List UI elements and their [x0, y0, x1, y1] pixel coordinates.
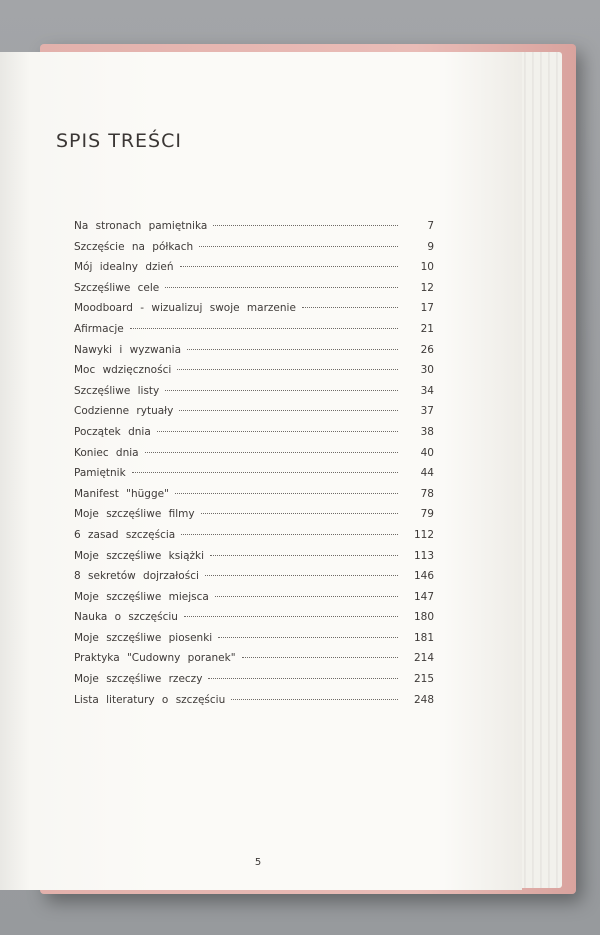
toc-title: SPIS TREŚCI — [56, 130, 182, 152]
toc-entry-label: Moje szczęśliwe książki — [74, 549, 205, 562]
toc-entry-label: 6 zasad szczęścia — [74, 528, 176, 541]
toc-entry-page: 146 — [413, 570, 434, 583]
toc-list — [74, 220, 434, 714]
toc-dot-leader — [130, 328, 398, 329]
toc-entry — [74, 405, 434, 426]
toc-dot-leader — [210, 555, 398, 556]
toc-entry-label: Koniec dnia — [74, 446, 139, 459]
toc-entry-page: 181 — [413, 631, 434, 644]
toc-entry-label: Moje szczęśliwe miejsca — [74, 590, 209, 603]
toc-entry-page: 12 — [420, 281, 434, 294]
toc-dot-leader — [201, 513, 398, 514]
toc-entry — [74, 282, 434, 303]
toc-dot-leader — [181, 534, 398, 535]
toc-entry — [74, 488, 434, 509]
toc-entry-label: Początek dnia — [74, 425, 151, 438]
toc-dot-leader — [187, 349, 398, 350]
toc-entry-page: 9 — [427, 240, 434, 253]
toc-entry-label: Szczęśliwe listy — [74, 384, 160, 397]
toc-entry-label: Moje szczęśliwe filmy — [74, 508, 195, 521]
toc-entry-label: Pamiętnik — [74, 467, 126, 480]
toc-entry-label: Lista literatury o szczęściu — [74, 693, 226, 706]
toc-entry-label: Szczęście na półkach — [74, 240, 194, 253]
toc-entry-page: 215 — [413, 673, 434, 686]
toc-entry-page: 214 — [413, 652, 434, 665]
toc-entry-page: 40 — [420, 446, 434, 459]
toc-entry — [74, 529, 434, 550]
toc-entry-page: 112 — [413, 528, 434, 541]
toc-dot-leader — [215, 596, 398, 597]
toc-dot-leader — [175, 493, 398, 494]
toc-entry-label: Moje szczęśliwe piosenki — [74, 631, 213, 644]
toc-entry-page: 147 — [413, 590, 434, 603]
toc-entry-page: 7 — [427, 220, 434, 232]
toc-dot-leader — [208, 678, 398, 679]
toc-entry-label: 8 sekretów dojrzałości — [74, 570, 199, 583]
toc-entry-label: Moc wdzięczności — [74, 364, 172, 377]
toc-entry-page: 17 — [420, 302, 434, 315]
toc-entry-page: 37 — [420, 405, 434, 418]
toc-dot-leader — [145, 452, 398, 453]
toc-dot-leader — [205, 575, 398, 576]
page-gutter-shadow — [0, 52, 30, 890]
toc-entry-page: 113 — [413, 549, 434, 562]
toc-entry-page: 78 — [420, 487, 434, 500]
toc-entry — [74, 550, 434, 571]
toc-dot-leader — [213, 225, 398, 226]
toc-entry — [74, 673, 434, 694]
toc-entry — [74, 611, 434, 632]
toc-entry — [74, 570, 434, 591]
toc-dot-leader — [179, 410, 398, 411]
toc-entry-page: 180 — [413, 611, 434, 624]
toc-entry — [74, 364, 434, 385]
toc-entry — [74, 241, 434, 262]
toc-entry-label: Moodboard - wizualizuj swoje marzenie — [74, 302, 296, 315]
toc-entry — [74, 385, 434, 406]
toc-entry-page: 34 — [420, 384, 434, 397]
toc-entry-label: Praktyka "Cudowny poranek" — [74, 652, 236, 665]
toc-entry — [74, 344, 434, 365]
toc-dot-leader — [132, 472, 398, 473]
toc-entry-page: 10 — [420, 261, 434, 274]
toc-entry — [74, 220, 434, 241]
toc-entry-page: 38 — [420, 425, 434, 438]
toc-entry — [74, 261, 434, 282]
toc-dot-leader — [165, 390, 398, 391]
toc-entry — [74, 302, 434, 323]
toc-entry-label: Na stronach pamiętnika — [74, 220, 208, 232]
toc-entry-page: 26 — [420, 343, 434, 356]
toc-entry-page: 79 — [420, 508, 434, 521]
toc-entry-label: Afirmacje — [74, 322, 124, 335]
toc-entry-label: Mój idealny dzień — [74, 261, 174, 274]
toc-entry-label: Codzienne rytuały — [74, 405, 174, 418]
toc-entry — [74, 632, 434, 653]
toc-entry-label: Szczęśliwe cele — [74, 281, 160, 294]
toc-entry — [74, 508, 434, 529]
toc-dot-leader — [242, 657, 398, 658]
toc-entry — [74, 447, 434, 468]
toc-entry-page: 30 — [420, 364, 434, 377]
toc-dot-leader — [218, 637, 398, 638]
toc-dot-leader — [157, 431, 398, 432]
toc-entry — [74, 323, 434, 344]
toc-dot-leader — [302, 307, 398, 308]
toc-entry — [74, 426, 434, 447]
toc-entry-page: 44 — [420, 467, 434, 480]
toc-entry — [74, 694, 434, 715]
toc-entry-page: 248 — [413, 693, 434, 706]
toc-dot-leader — [177, 369, 398, 370]
toc-entry-label: Manifest "hügge" — [74, 487, 169, 500]
toc-entry-page: 21 — [420, 322, 434, 335]
toc-entry — [74, 652, 434, 673]
toc-entry-label: Nawyki i wyzwania — [74, 343, 182, 356]
toc-entry — [74, 467, 434, 488]
toc-entry — [74, 591, 434, 612]
toc-dot-leader — [231, 699, 398, 700]
toc-dot-leader — [180, 266, 398, 267]
page-number: 5 — [254, 857, 262, 868]
toc-entry-label: Moje szczęśliwe rzeczy — [74, 673, 203, 686]
toc-entry-label: Nauka o szczęściu — [74, 611, 178, 624]
toc-dot-leader — [184, 616, 398, 617]
toc-dot-leader — [199, 246, 398, 247]
toc-dot-leader — [165, 287, 398, 288]
